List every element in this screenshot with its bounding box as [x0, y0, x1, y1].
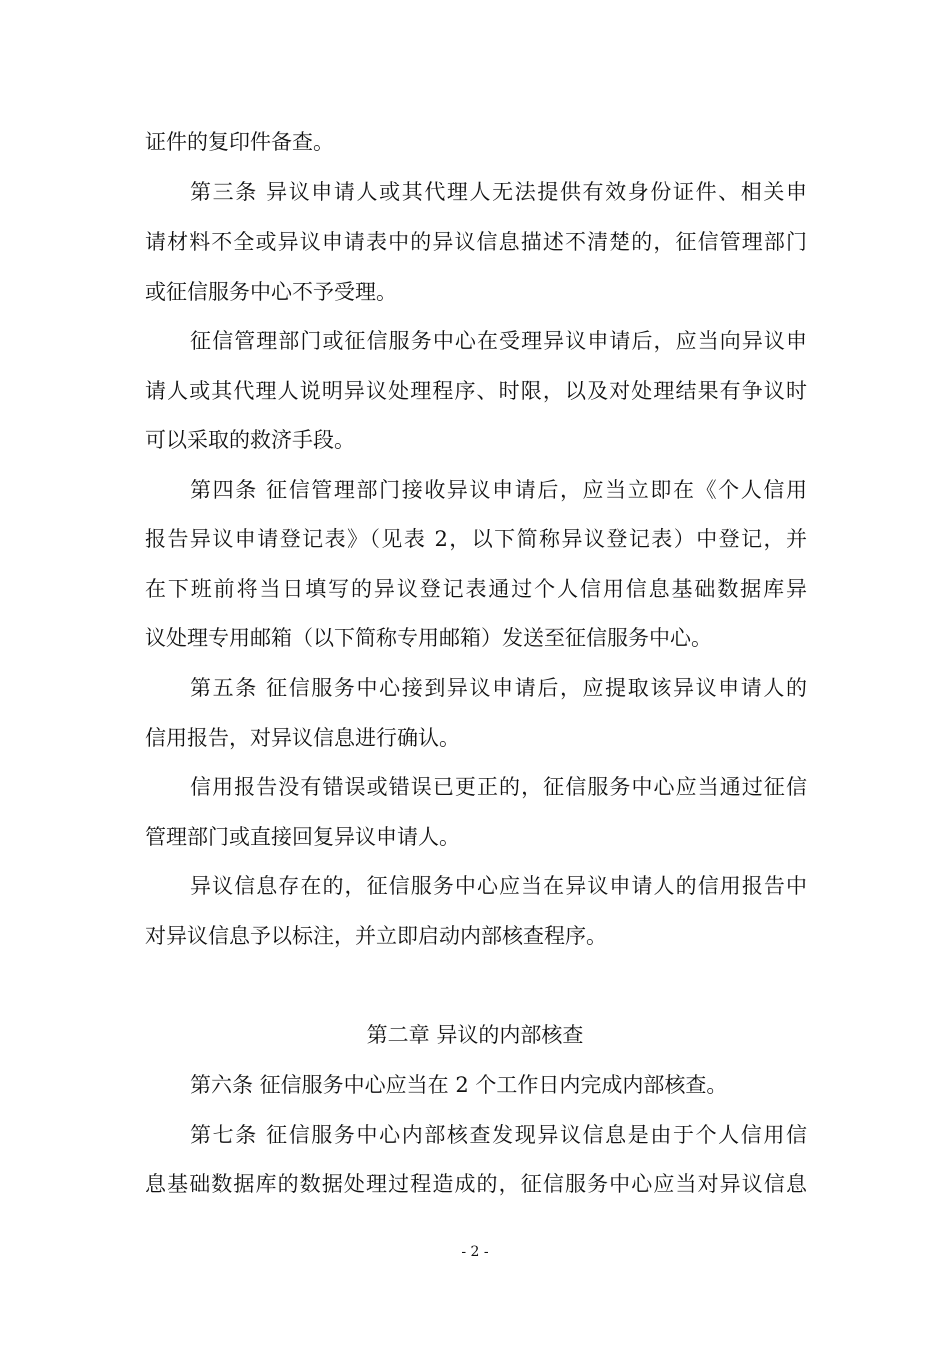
- paragraph-line: 第五条 征信服务中心接到异议申请后，应提取该异议申请人的: [190, 676, 807, 700]
- page-number: - 2 -: [461, 1244, 489, 1260]
- paragraph-line: 第四条 征信管理部门接收异议申请后，应当立即在《个人信用: [190, 478, 807, 502]
- paragraph-line: 信用报告没有错误或错误已更正的，征信服务中心应当通过征信: [190, 775, 807, 799]
- paragraph-line: 报告异议申请登记表》（见表 2，以下简称异议登记表）中登记，并: [145, 527, 807, 551]
- paragraph-line: 第六条 征信服务中心应当在 2 个工作日内完成内部核查。: [190, 1073, 728, 1097]
- paragraph-line: 信用报告，对异议信息进行确认。: [145, 726, 460, 750]
- paragraph-line: 在下班前将当日填写的异议登记表通过个人信用信息基础数据库异: [145, 577, 807, 601]
- paragraph-line: 请材料不全或异议申请表中的异议信息描述不清楚的，征信管理部门: [145, 230, 807, 254]
- chapter-heading: 第二章 异议的内部核查: [366, 1023, 584, 1047]
- paragraph-line: 请人或其代理人说明异议处理程序、时限，以及对处理结果有争议时: [145, 379, 807, 403]
- paragraph-line: 息基础数据库的数据处理过程造成的，征信服务中心应当对异议信息: [145, 1172, 807, 1196]
- paragraph-line: 第七条 征信服务中心内部核查发现异议信息是由于个人信用信: [190, 1123, 807, 1147]
- paragraph-line: 第三条 异议申请人或其代理人无法提供有效身份证件、相关申: [190, 180, 807, 204]
- paragraph-line: 或征信服务中心不予受理。: [145, 280, 397, 304]
- paragraph-line: 征信管理部门或征信服务中心在受理异议申请后，应当向异议申: [190, 329, 807, 353]
- paragraph-line: 对异议信息予以标注，并立即启动内部核查程序。: [145, 924, 607, 948]
- paragraph-line: 证件的复印件备查。: [145, 130, 334, 154]
- paragraph-line: 议处理专用邮箱（以下简称专用邮箱）发送至征信服务中心。: [145, 626, 712, 650]
- paragraph-line: 管理部门或直接回复异议申请人。: [145, 825, 460, 849]
- paragraph-line: 异议信息存在的，征信服务中心应当在异议申请人的信用报告中: [190, 874, 807, 898]
- paragraph-line: 可以采取的救济手段。: [145, 428, 355, 452]
